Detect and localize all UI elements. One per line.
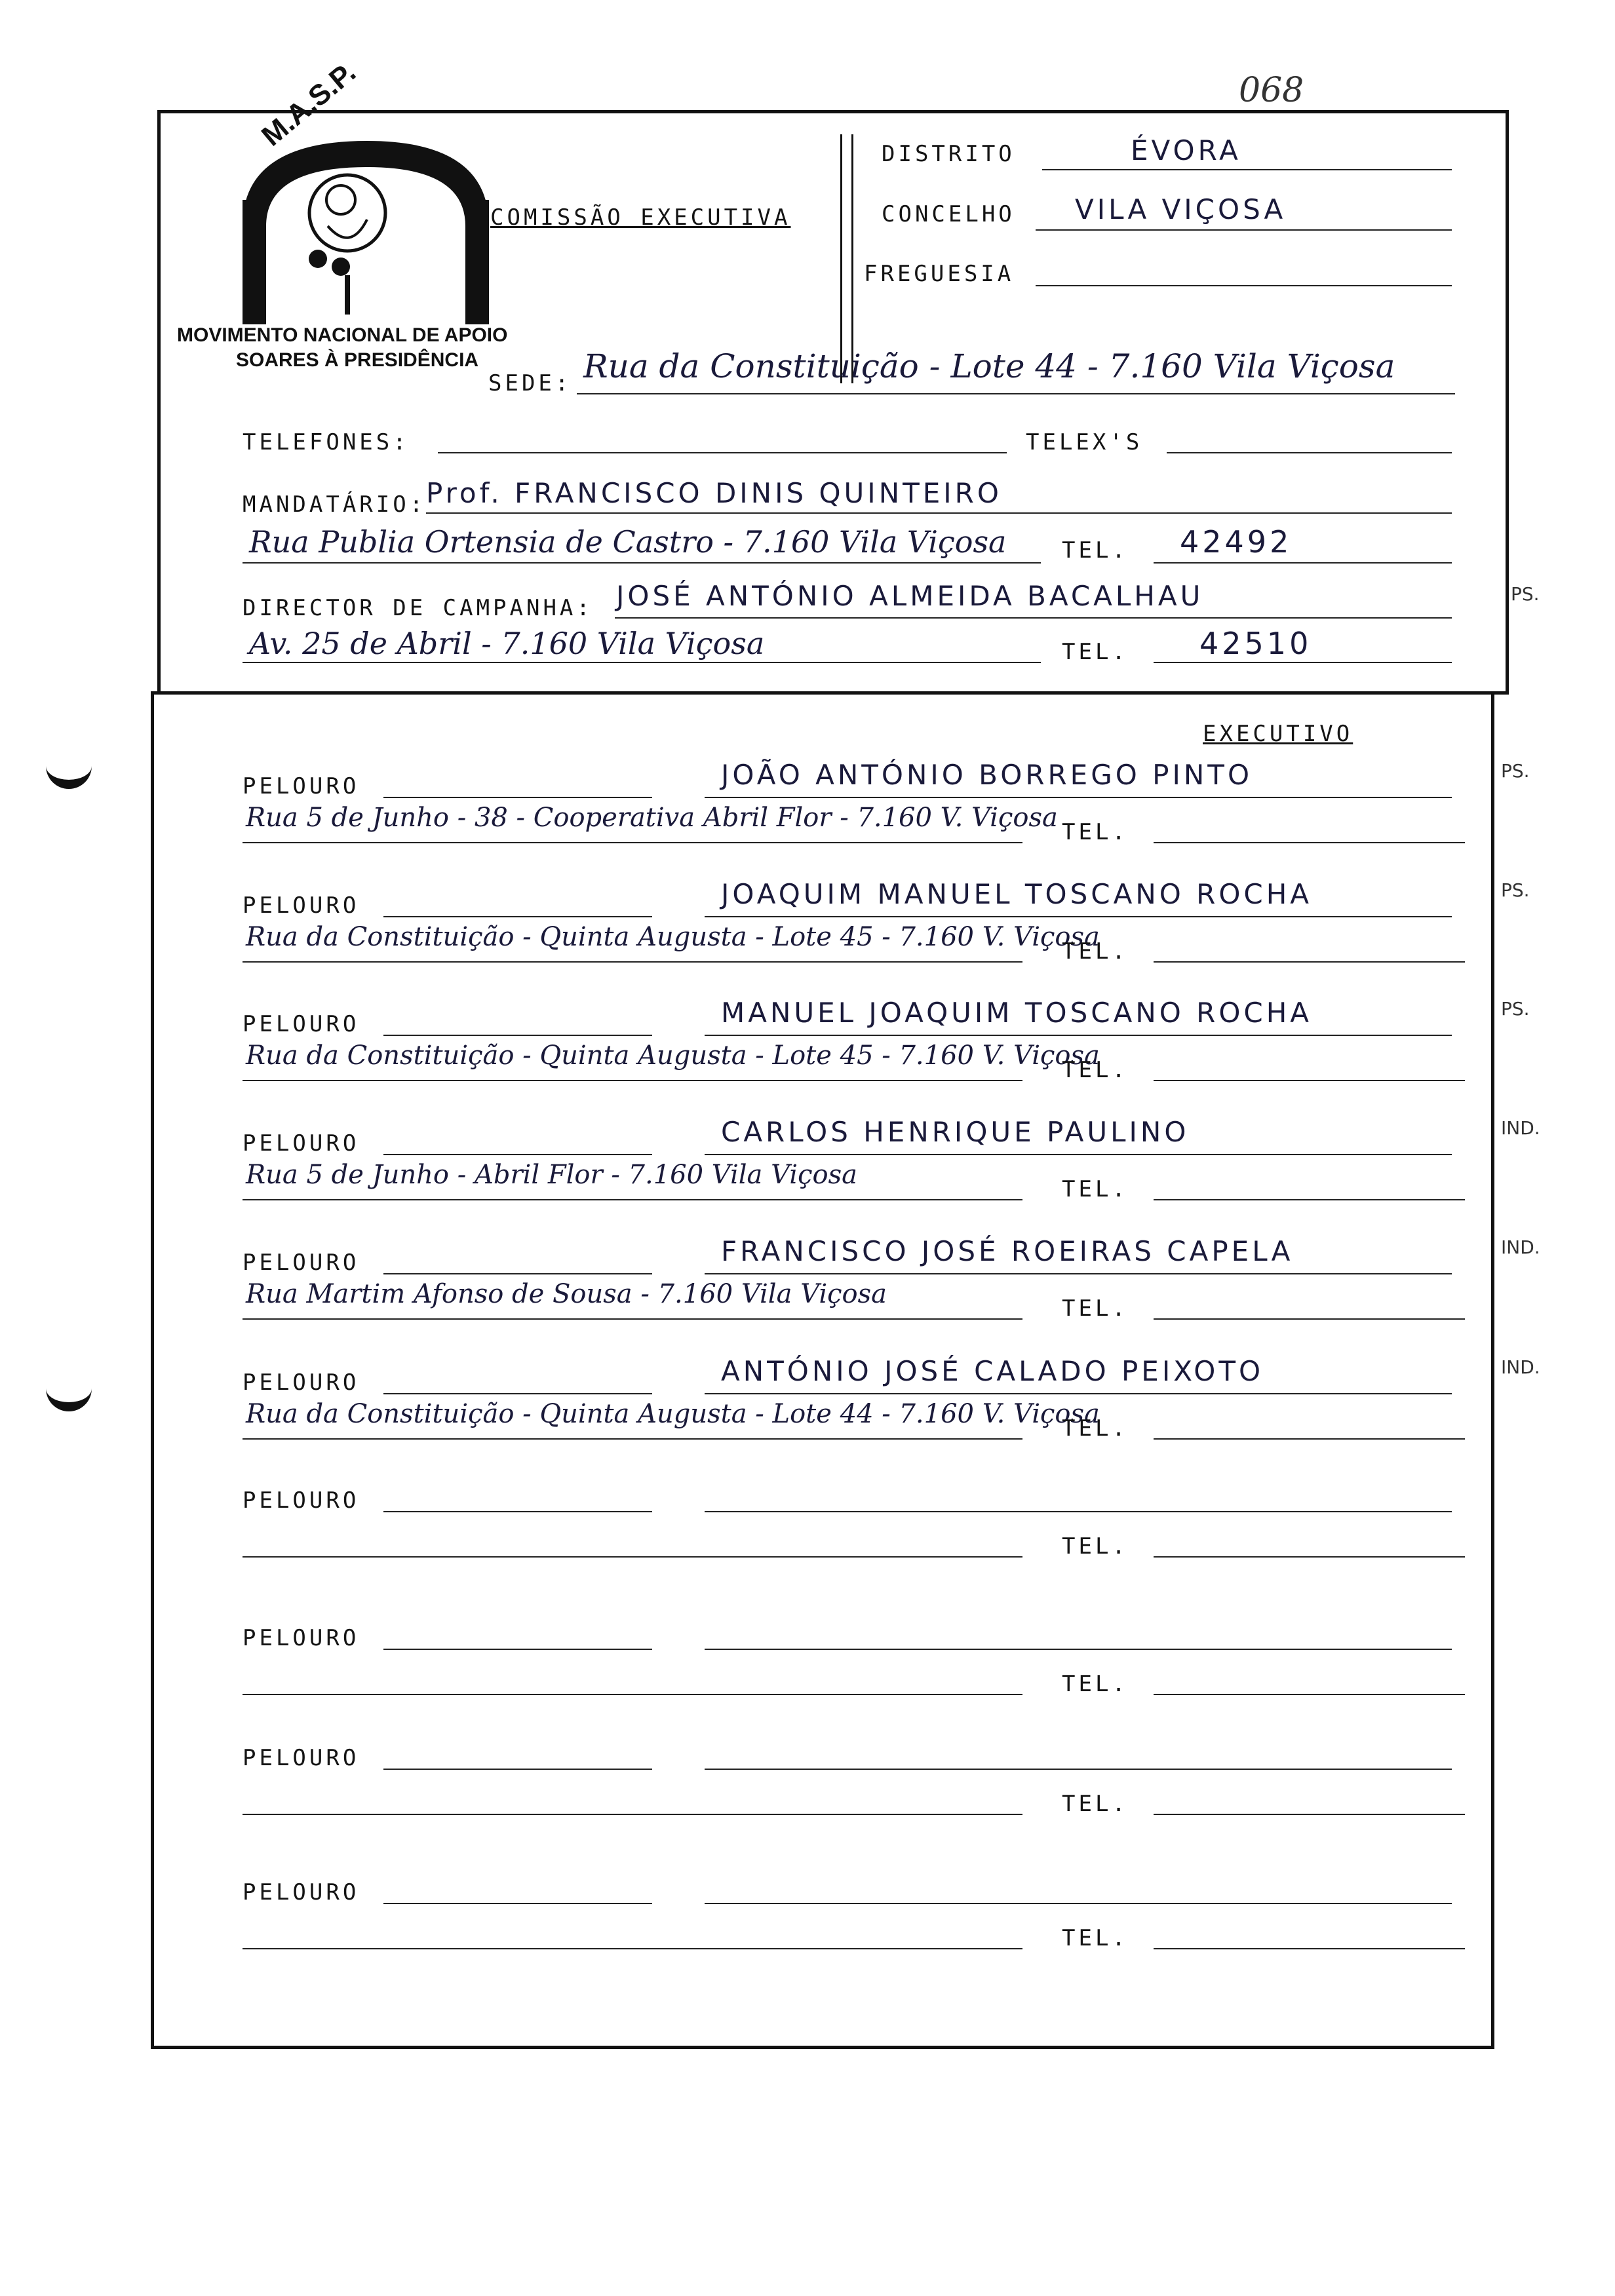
sede-label: SEDE: bbox=[488, 370, 572, 396]
pelouro-label: PELOURO bbox=[243, 1487, 360, 1514]
member-tel-label: TEL. bbox=[1062, 1415, 1129, 1442]
member-tel-label: TEL. bbox=[1062, 1533, 1129, 1559]
commission-title: COMISSÃO EXECUTIVA bbox=[490, 204, 791, 231]
member-note: IND. bbox=[1501, 1236, 1540, 1258]
mandatario-address: Rua Publia Ortensia de Castro - 7.160 Vila Viçosa bbox=[249, 524, 1007, 560]
pelouro-label: PELOURO bbox=[243, 1250, 360, 1276]
member-address-line bbox=[243, 961, 1022, 963]
member-tel-line bbox=[1154, 1438, 1465, 1440]
freguesia-line bbox=[1036, 285, 1452, 286]
member-tel-line bbox=[1154, 1694, 1465, 1695]
pelouro-line bbox=[383, 1035, 652, 1036]
director-note: PS. bbox=[1511, 583, 1540, 605]
sede-value: Rua da Constituição - Lote 44 - 7.160 Vila Viçosa bbox=[583, 347, 1395, 385]
member-name-line bbox=[705, 797, 1452, 798]
member-tel-label: TEL. bbox=[1062, 938, 1129, 965]
member-name: MANUEL JOAQUIM TOSCANO ROCHA bbox=[721, 997, 1313, 1029]
distrito-label: DISTRITO bbox=[882, 141, 1015, 167]
pelouro-label: PELOURO bbox=[243, 1745, 360, 1771]
director-address-line bbox=[243, 662, 1041, 663]
pelouro-label: PELOURO bbox=[243, 1879, 360, 1905]
member-address-line bbox=[243, 1556, 1022, 1558]
member-name: JOAQUIM MANUEL TOSCANO ROCHA bbox=[721, 878, 1313, 910]
member-tel-line bbox=[1154, 961, 1465, 963]
member-tel-label: TEL. bbox=[1062, 1925, 1129, 1951]
distrito-line bbox=[1042, 169, 1452, 170]
member-tel-line bbox=[1154, 1318, 1465, 1320]
director-label: DIRECTOR DE CAMPANHA: bbox=[243, 595, 593, 621]
pelouro-label: PELOURO bbox=[243, 892, 360, 919]
member-note: PS. bbox=[1501, 879, 1530, 901]
member-address-line bbox=[243, 1438, 1022, 1440]
pelouro-label: PELOURO bbox=[243, 773, 360, 799]
pelouro-label: PELOURO bbox=[243, 1130, 360, 1157]
mandatario-tel: 42492 bbox=[1180, 524, 1293, 560]
pelouro-label: PELOURO bbox=[243, 1625, 360, 1651]
mandatario-name: Prof. FRANCISCO DINIS QUINTEIRO bbox=[426, 477, 1002, 509]
member-address: Rua Martim Afonso de Sousa - 7.160 Vila Viçosa bbox=[246, 1279, 887, 1309]
member-address: Rua da Constituição - Quinta Augusta - Lote 44 - 7.160 V. Viçosa bbox=[246, 1399, 1100, 1429]
pelouro-line bbox=[383, 1903, 652, 1904]
member-address-line bbox=[243, 842, 1022, 843]
pelouro-label: PELOURO bbox=[243, 1011, 360, 1037]
member-tel-label: TEL. bbox=[1062, 1057, 1129, 1083]
mandatario-address-line bbox=[243, 562, 1041, 564]
member-name-line bbox=[705, 1393, 1452, 1394]
member-name-line bbox=[705, 1649, 1452, 1650]
pelouro-line bbox=[383, 916, 652, 917]
director-line bbox=[615, 617, 1452, 619]
logo-acronym: M.A.S.P. bbox=[256, 56, 362, 153]
member-address: Rua da Constituição - Quinta Augusta - Lote 45 - 7.160 V. Viçosa bbox=[246, 922, 1100, 952]
member-tel-line bbox=[1154, 1556, 1465, 1558]
pelouro-line bbox=[383, 1769, 652, 1770]
telefones-label: TELEFONES: bbox=[243, 429, 410, 455]
pelouro-line bbox=[383, 1273, 652, 1274]
masp-logo bbox=[177, 56, 518, 377]
member-tel-label: TEL. bbox=[1062, 1176, 1129, 1202]
member-tel-line bbox=[1154, 1948, 1465, 1949]
member-name-line bbox=[705, 1769, 1452, 1770]
member-tel-label: TEL. bbox=[1062, 1791, 1129, 1817]
member-address-line bbox=[243, 1948, 1022, 1949]
member-name-line bbox=[705, 1511, 1452, 1512]
mandatario-label: MANDATÁRIO: bbox=[243, 491, 427, 518]
pelouro-line bbox=[383, 797, 652, 798]
telefones-line bbox=[438, 452, 1007, 453]
executivo-title: EXECUTIVO bbox=[1203, 721, 1353, 747]
sede-line bbox=[577, 393, 1455, 394]
page-number: 068 bbox=[1239, 71, 1304, 110]
telex-label: TELEX'S bbox=[1026, 429, 1143, 455]
pelouro-line bbox=[383, 1393, 652, 1394]
member-address: Rua 5 de Junho - 38 - Cooperativa Abril Flor - 7.160 V. Viçosa bbox=[246, 803, 1058, 833]
member-note: IND. bbox=[1501, 1356, 1540, 1378]
member-address: Rua da Constituição - Quinta Augusta - Lote 45 - 7.160 V. Viçosa bbox=[246, 1041, 1100, 1071]
distrito-value: ÉVORA bbox=[1131, 134, 1241, 166]
member-note: IND. bbox=[1501, 1117, 1540, 1139]
concelho-value: VILA VIÇOSA bbox=[1075, 193, 1287, 225]
punch-hole-top bbox=[46, 754, 92, 789]
masp-logo-graphic bbox=[177, 128, 518, 324]
member-tel-line bbox=[1154, 842, 1465, 843]
punch-hole-bottom bbox=[46, 1376, 92, 1411]
member-address-line bbox=[243, 1318, 1022, 1320]
member-tel-label: TEL. bbox=[1062, 819, 1129, 845]
concelho-label: CONCELHO bbox=[882, 201, 1015, 227]
logo-line1: MOVIMENTO NACIONAL DE APOIO bbox=[177, 324, 508, 346]
member-note: PS. bbox=[1501, 760, 1530, 782]
mandatario-tel-line bbox=[1154, 562, 1452, 564]
member-name-line bbox=[705, 1035, 1452, 1036]
member-address-line bbox=[243, 1814, 1022, 1815]
member-address-line bbox=[243, 1080, 1022, 1081]
member-tel-line bbox=[1154, 1814, 1465, 1815]
director-tel-label: TEL. bbox=[1062, 639, 1129, 665]
member-address: Rua 5 de Junho - Abril Flor - 7.160 Vila Viçosa bbox=[246, 1160, 857, 1190]
member-name: ANTÓNIO JOSÉ CALADO PEIXOTO bbox=[721, 1355, 1264, 1387]
member-note: PS. bbox=[1501, 998, 1530, 1020]
member-tel-label: TEL. bbox=[1062, 1295, 1129, 1322]
freguesia-label: FREGUESIA bbox=[864, 261, 1015, 287]
member-address-line bbox=[243, 1694, 1022, 1695]
member-address-line bbox=[243, 1199, 1022, 1200]
director-tel: 42510 bbox=[1199, 626, 1312, 661]
header-divider bbox=[840, 134, 853, 383]
pelouro-line bbox=[383, 1511, 652, 1512]
director-name: JOSÉ ANTÓNIO ALMEIDA BACALHAU bbox=[616, 580, 1204, 612]
telex-line bbox=[1167, 452, 1452, 453]
member-name: CARLOS HENRIQUE PAULINO bbox=[721, 1116, 1190, 1148]
member-tel-label: TEL. bbox=[1062, 1671, 1129, 1697]
member-name-line bbox=[705, 916, 1452, 917]
pelouro-line bbox=[383, 1649, 652, 1650]
member-name-line bbox=[705, 1273, 1452, 1274]
director-address: Av. 25 de Abril - 7.160 Vila Viçosa bbox=[249, 626, 765, 661]
member-name-line bbox=[705, 1903, 1452, 1904]
pelouro-label: PELOURO bbox=[243, 1369, 360, 1396]
director-tel-line bbox=[1154, 662, 1452, 663]
member-name: FRANCISCO JOSÉ ROEIRAS CAPELA bbox=[721, 1235, 1294, 1267]
member-tel-line bbox=[1154, 1199, 1465, 1200]
member-name-line bbox=[705, 1154, 1452, 1155]
pelouro-line bbox=[383, 1154, 652, 1155]
member-name: JOÃO ANTÓNIO BORREGO PINTO bbox=[721, 759, 1253, 791]
mandatario-tel-label: TEL. bbox=[1062, 537, 1129, 564]
mandatario-line bbox=[426, 512, 1452, 514]
logo-line2: SOARES À PRESIDÊNCIA bbox=[236, 349, 479, 371]
concelho-line bbox=[1036, 229, 1452, 231]
member-tel-line bbox=[1154, 1080, 1465, 1081]
